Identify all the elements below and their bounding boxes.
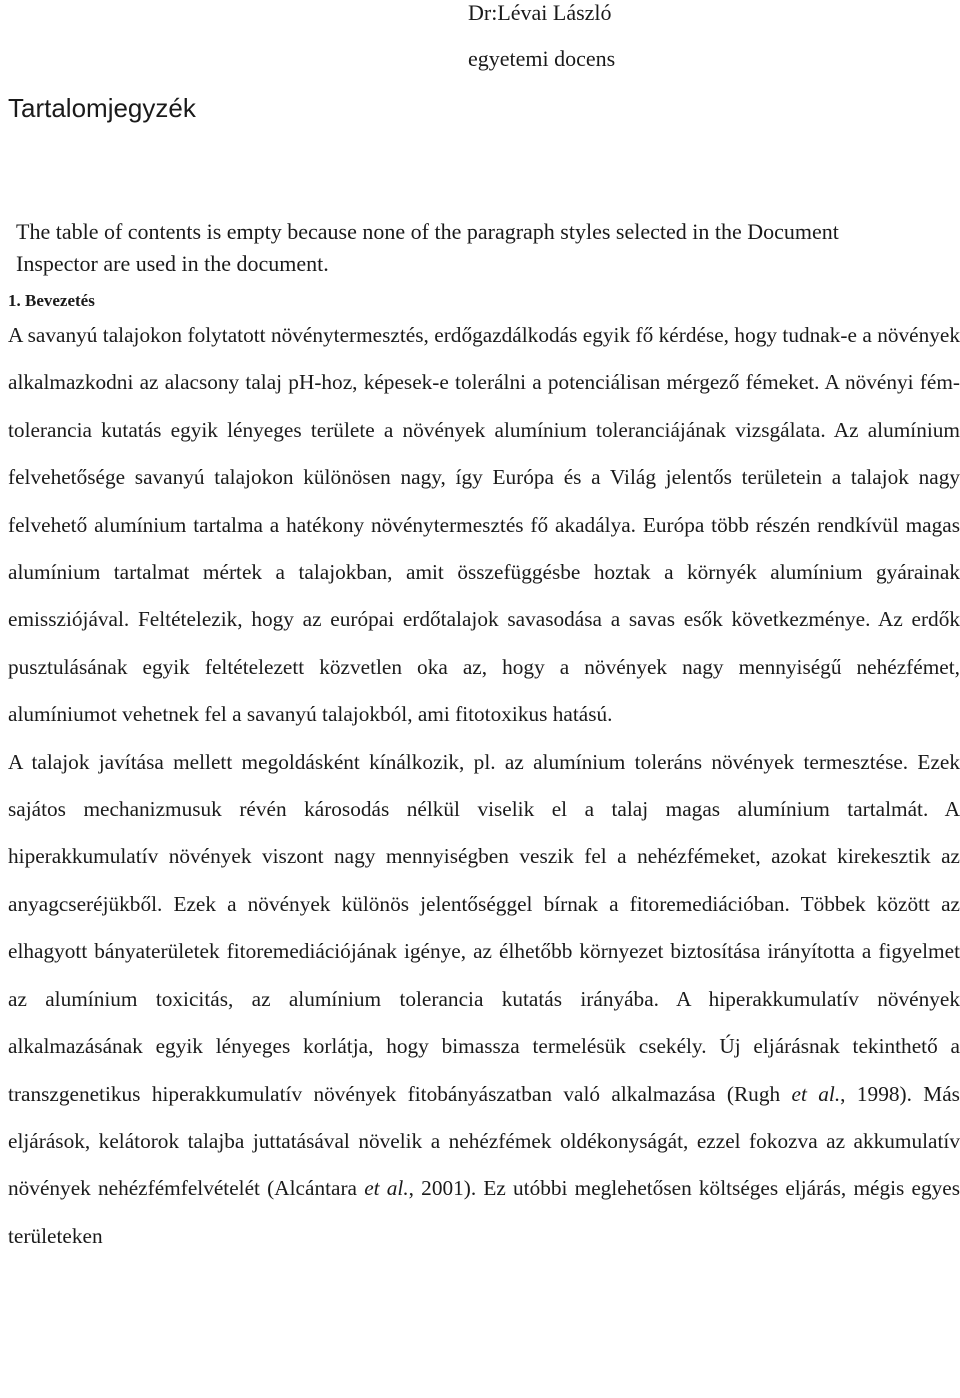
paragraph-1-text: A savanyú talajokon folytatott növénytermesztés, erdőgazdálkodás egyik fő kérdése, hogy tudnak-e a növények alkalmazkodni az alacsony talaj pH-hoz, képesek-e tolerálni a potenciálisan mérgező fémeket. A növényi fém-tolerancia kutatás egyik lényeges területe a növények alumínium toleranciájának vizsgálata. Az alumínium felvehetősége savanyú talajokon különösen nagy, így Európa és a Világ jelentős területein a talajok nagy felvehető alumínium tartalma a hatékony növénytermesztés fő akadálya. Európa több részén rendkívül magas alumínium tartalmat mértek a talajokban, amit összefüggésbe hoztak a környék alumínium gyárainak emissziójával. Feltételezik, hogy az európai erdőtalajok savasodása a savas esők következménye. Az erdők pusztulásának egyik feltételezett közvetlen oka az, hogy a növények nagy mennyiségű nehézfémet, alumíniumot vehetnek fel a savanyú talajokból, ami fitotoxikus hatású.	[8, 323, 960, 727]
paragraph-2-text-a: A talajok javítása mellett megoldásként kínálkozik, pl. az alumínium toleráns növények termesztése. Ezek sajátos mechanizmusuk révén károsodás nélkül viselik el a talaj magas alumínium tartalmát. A hiperakkumulatív növények viszont nagy mennyiségben veszik fel a nehézfémeket, azokat kirekesztik az anyagcseréjükből. Ezek a növények különös jelentőséggel bírnak a fitoremediációban. Többek között az elhagyott bányaterületek fitoremediációjának igénye, az élhetőbb környezet biztosítása irányította a figyelmet az alumínium toxicitás, az alumínium tolerancia kutatás irányába. A hiperakkumulatív növények alkalmazásának egyik lényeges korlátja, hogy bimassza termelésük csekély. Új eljárásnak tekinthető a transzgenetikus hiperakkumulatív növények fitobányászatban való alkalmazása (Rugh	[8, 749, 960, 1106]
section-heading: 1. Bevezetés	[8, 291, 95, 310]
section-body	[8, 312, 960, 1260]
author-name: Dr:Lévai László	[468, 0, 612, 25]
toc-empty-message: The table of contents is empty because none of the paragraph styles selected in the Document Inspector are used in the document.	[16, 219, 839, 276]
citation-et-al-1: et al.	[791, 1081, 841, 1106]
paragraph-1	[8, 312, 960, 739]
paragraph-2-text-c: , 2001). Ez utóbbi meglehetősen költséges eljárás, mégis egyes területeken	[8, 1176, 960, 1248]
paragraph-2-text-b: , 1998). Más eljárások, kelátorok talajba juttatásával növelik a nehézfémek oldékonyságát, ezzel fokozva az akkumulatív növények nehézfémfelvételét (Alcántara	[8, 1081, 960, 1201]
toc-heading: Tartalomjegyzék	[8, 93, 196, 123]
citation-et-al-2: et al.	[364, 1176, 409, 1201]
paragraph-2	[8, 739, 960, 1260]
author-title: egyetemi docens	[468, 46, 616, 71]
author-block	[468, 0, 615, 72]
